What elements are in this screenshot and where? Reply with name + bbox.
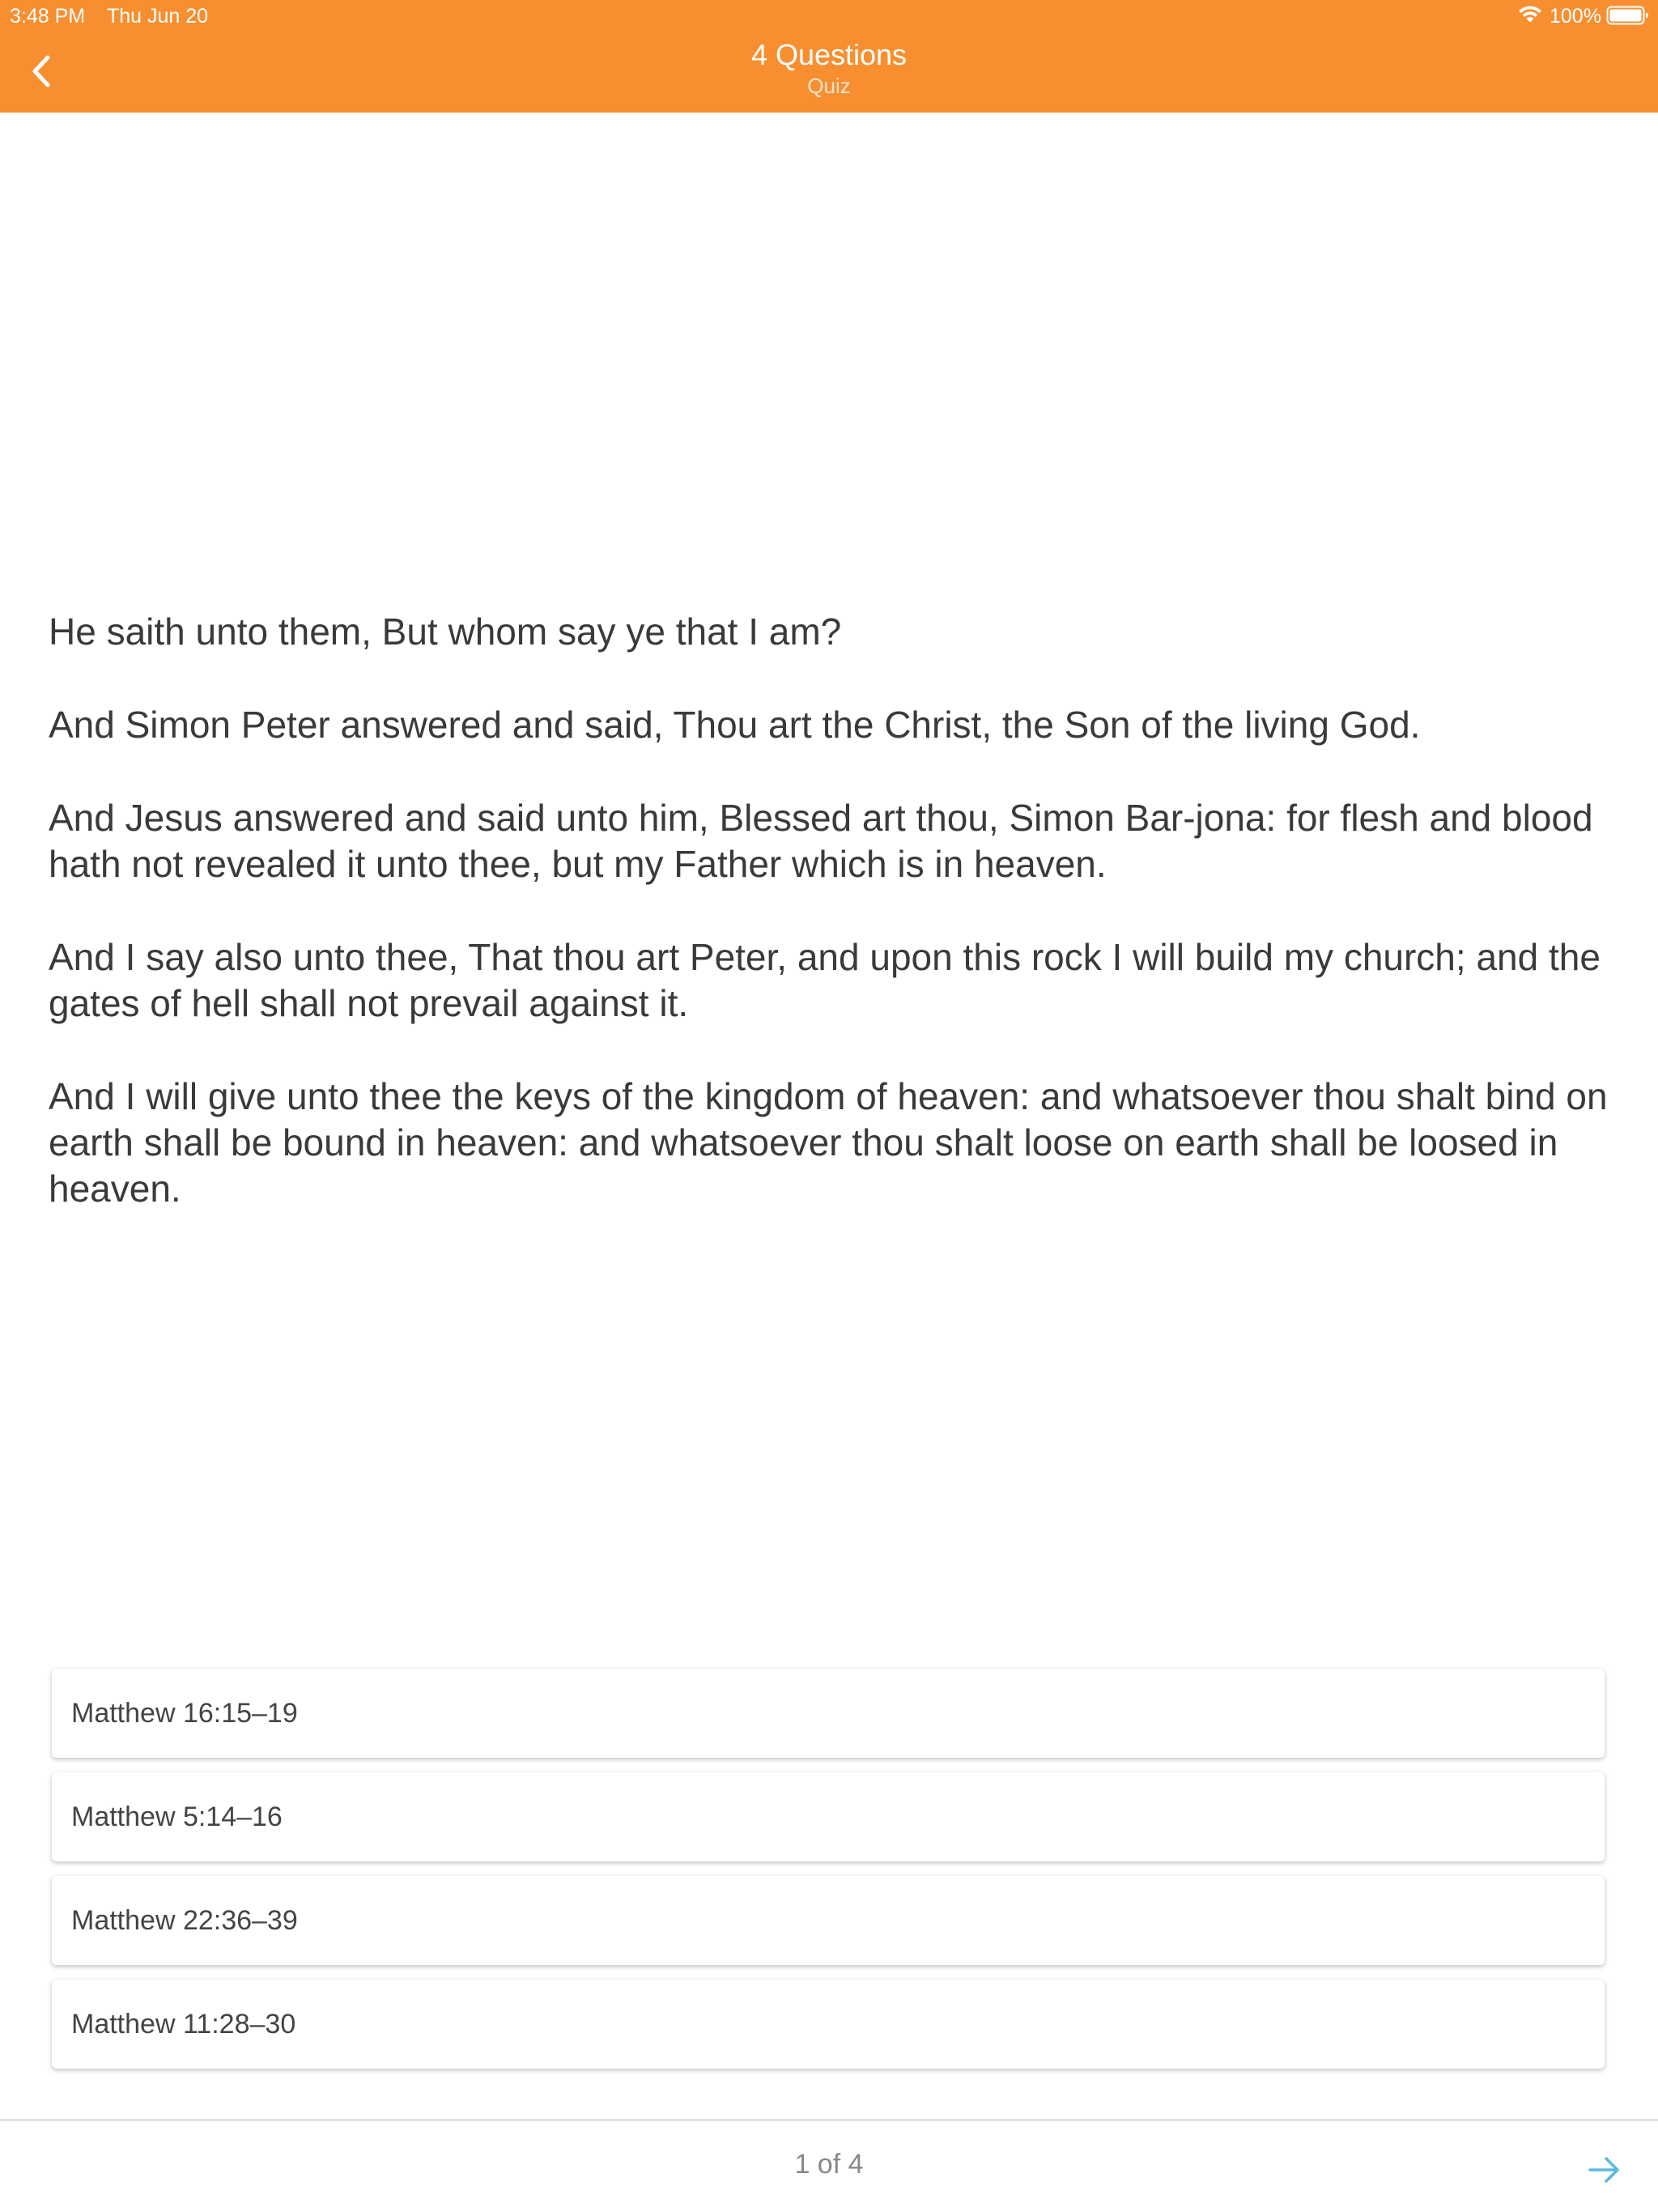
passage-verse: And Jesus answered and said unto him, Blessed art thou, Simon Bar-jona: for flesh and blood hath not revealed it unto thee, but my Father which is in heaven. — [49, 797, 1593, 885]
answer-option[interactable] — [52, 1980, 1605, 2069]
answer-option-label: Matthew 16:15–19 — [71, 1697, 298, 1729]
status-date: Thu Jun 20 — [107, 5, 209, 28]
answer-option-label: Matthew 5:14–16 — [71, 1801, 283, 1832]
passage-verse: And Simon Peter answered and said, Thou art the Christ, the Son of the living God. — [49, 704, 1421, 746]
header — [0, 0, 1658, 113]
answer-option-label: Matthew 11:28–30 — [71, 2008, 296, 2040]
page-subtitle: Quiz — [807, 74, 851, 98]
status-time: 3:48 PM — [10, 5, 86, 28]
answer-options — [52, 1669, 1605, 2083]
passage-verse: And I will give unto thee the keys of the kingdom of heaven: and whatsoever thou shalt bind on earth shall be bound in heaven: and whatsoever thou shalt loose on earth shall be loosed in heaven. — [49, 1075, 1608, 1210]
next-button[interactable] — [1587, 2154, 1622, 2186]
scripture-passage — [49, 609, 1611, 1259]
wifi-icon — [1517, 6, 1543, 23]
footer-bar — [0, 2119, 1658, 2212]
passage-verse: He saith unto them, But whom say ye that I am? — [49, 610, 842, 653]
battery-icon — [1606, 6, 1650, 25]
battery-percentage: 100% — [1550, 5, 1601, 28]
arrow-right-icon — [1587, 2154, 1622, 2186]
page-indicator: 1 of 4 — [794, 2149, 864, 2180]
answer-option[interactable] — [52, 1669, 1605, 1758]
answer-option[interactable] — [52, 1876, 1605, 1965]
page-title: 4 Questions — [750, 38, 908, 71]
answer-option[interactable] — [52, 1772, 1605, 1861]
answer-option-label: Matthew 22:36–39 — [71, 1904, 298, 1936]
passage-verse: And I say also unto thee, That thou art Peter, and upon this rock I will build my church; and the gates of hell shall not prevail against it. — [49, 936, 1601, 1024]
